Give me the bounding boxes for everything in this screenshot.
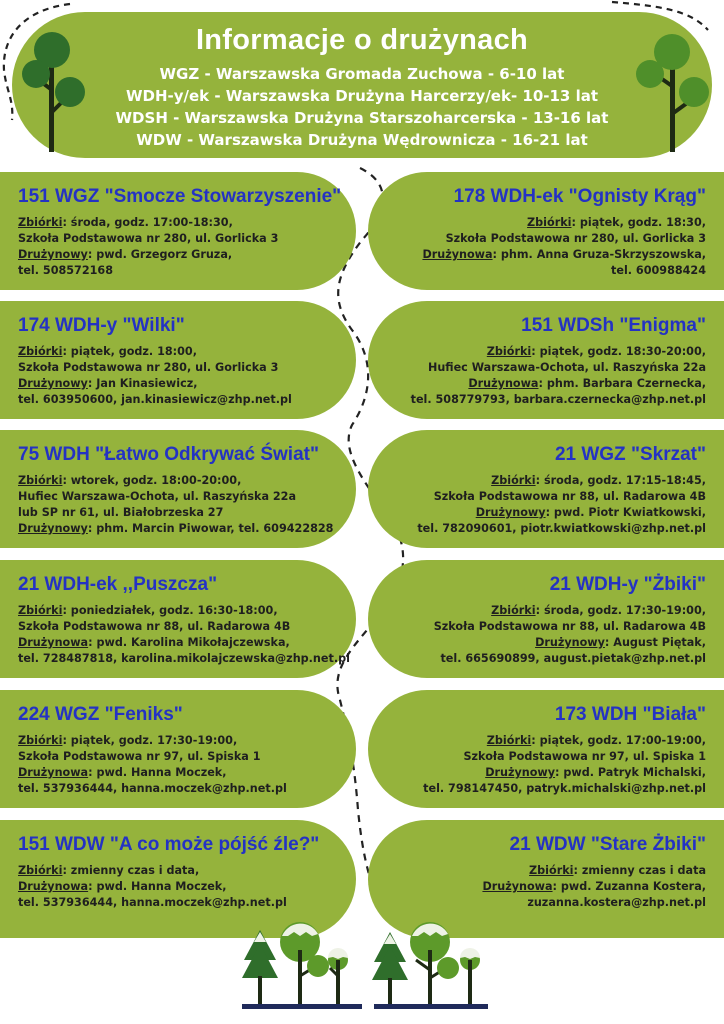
info-header bbox=[12, 12, 712, 158]
meeting-line: Zbiórki: piątek, godz. 18:30, bbox=[527, 216, 706, 229]
team-name: 21 WGZ "Skrzat" bbox=[554, 444, 706, 465]
legend-line-wdh: WDH-y/ek - Warszawska Drużyna Harcerzy/ek- 10-13 lat bbox=[125, 87, 599, 105]
team-name: 151 WDSh "Enigma" bbox=[521, 315, 706, 336]
team-name: 174 WDH-y "Wilki" bbox=[18, 315, 185, 336]
meeting-line: Zbiórki: wtorek, godz. 18:00-20:00, bbox=[18, 474, 242, 487]
team-card-151-wdsh bbox=[368, 301, 724, 419]
team-name: 224 WGZ "Feniks" bbox=[18, 704, 183, 725]
team-card-21-wdh-y bbox=[368, 560, 724, 678]
team-card-173-wdh bbox=[368, 690, 724, 808]
page-title: Informacje o drużynach bbox=[195, 24, 529, 56]
leader-line: Drużynowy: pwd. Patryk Michalski, bbox=[485, 766, 706, 779]
contact-line: tel. 508779793, barbara.czernecka@zhp.net.pl bbox=[410, 393, 706, 406]
team-name: 21 WDH-y "Żbiki" bbox=[549, 574, 706, 595]
leader-line: Drużynowy: pwd. Grzegorz Gruza, bbox=[18, 248, 233, 261]
legend-line-wgz: WGZ - Warszawska Gromada Zuchowa - 6-10 lat bbox=[159, 65, 565, 83]
meeting-line: Zbiórki: środa, godz. 17:30-19:00, bbox=[491, 604, 706, 617]
address-line: Szkoła Podstawowa nr 280, ul. Gorlicka 3 bbox=[18, 232, 279, 245]
leader-line: Drużynowa: phm. Barbara Czernecka, bbox=[468, 377, 706, 390]
address-line: Szkoła Podstawowa nr 88, ul. Radarowa 4B bbox=[18, 620, 291, 633]
team-card-151-wgz bbox=[0, 172, 356, 290]
leader-line: Drużynowy: phm. Marcin Piwowar, tel. 609422828 bbox=[18, 522, 334, 535]
leader-line: Drużynowy: pwd. Piotr Kwiatkowski, bbox=[475, 506, 706, 519]
leader-line: Drużynowa: pwd. Karolina Mikołajczewska, bbox=[18, 636, 290, 649]
address-line: Szkoła Podstawowa nr 97, ul. Spiska 1 bbox=[463, 750, 706, 763]
meeting-line: Zbiórki: piątek, godz. 17:00-19:00, bbox=[486, 734, 706, 747]
tree-icon-left bbox=[18, 30, 90, 154]
address-line: Szkoła Podstawowa nr 88, ul. Radarowa 4B bbox=[433, 620, 706, 633]
meeting-line: Zbiórki: piątek, godz. 18:00, bbox=[18, 345, 197, 358]
contact-line: tel. 537936444, hanna.moczek@zhp.net.pl bbox=[18, 782, 287, 795]
address-line: Szkoła Podstawowa nr 97, ul. Spiska 1 bbox=[18, 750, 261, 763]
address-line: Szkoła Podstawowa nr 88, ul. Radarowa 4B bbox=[433, 490, 706, 503]
legend-line-wdw: WDW - Warszawska Drużyna Wędrownicza - 16-21 lat bbox=[136, 131, 588, 149]
meeting-line: Zbiórki: zmienny czas i data bbox=[529, 864, 706, 877]
team-name: 173 WDH "Biała" bbox=[554, 704, 706, 725]
address-line: Hufiec Warszawa-Ochota, ul. Raszyńska 22a bbox=[18, 490, 297, 503]
meeting-line: Zbiórki: piątek, godz. 17:30-19:00, bbox=[18, 734, 238, 747]
address-line: Szkoła Podstawowa nr 280, ul. Gorlicka 3 bbox=[445, 232, 706, 245]
team-card-174-wdh-y bbox=[0, 301, 356, 419]
contact-line: zuzanna.kostera@zhp.net.pl bbox=[527, 896, 706, 909]
meeting-line: Zbiórki: środa, godz. 17:15-18:45, bbox=[491, 474, 706, 487]
leader-line: Drużynowy: August Piętak, bbox=[535, 636, 706, 649]
meeting-line: Zbiórki: zmienny czas i data, bbox=[18, 864, 200, 877]
address-line: Szkoła Podstawowa nr 280, ul. Gorlicka 3 bbox=[18, 361, 279, 374]
contact-line: tel. 508572168 bbox=[18, 264, 113, 277]
meeting-line: Zbiórki: poniedziałek, godz. 16:30-18:00, bbox=[18, 604, 278, 617]
contact-line: tel. 537936444, hanna.moczek@zhp.net.pl bbox=[18, 896, 287, 909]
tree-icon-right bbox=[632, 30, 712, 154]
leader-line: Drużynowa: pwd. Hanna Moczek, bbox=[18, 766, 227, 779]
contact-line: tel. 603950600, jan.kinasiewicz@zhp.net.pl bbox=[18, 393, 292, 406]
contact-line: tel. 782090601, piotr.kwiatkowski@zhp.net.pl bbox=[417, 522, 706, 535]
address-line: Hufiec Warszawa-Ochota, ul. Raszyńska 22a bbox=[427, 361, 706, 374]
contact-line: tel. 798147450, patryk.michalski@zhp.net.pl bbox=[423, 782, 706, 795]
address-alt-line: lub SP nr 61, ul. Białobrzeska 27 bbox=[18, 506, 224, 519]
legend-line-wdsh: WDSH - Warszawska Drużyna Starszoharcerska - 13-16 lat bbox=[115, 109, 609, 127]
contact-line: tel. 728487818, karolina.mikolajczewska@zhp.net.pl bbox=[18, 652, 350, 665]
leader-line: Drużynowa: pwd. Hanna Moczek, bbox=[18, 880, 227, 893]
team-card-21-wdh-ek bbox=[0, 560, 356, 678]
leader-line: Drużynowa: phm. Anna Gruza-Skrzyszowska, bbox=[422, 248, 706, 261]
contact-line: tel. 600988424 bbox=[611, 264, 706, 277]
leader-line: Drużynowy: Jan Kinasiewicz, bbox=[18, 377, 198, 390]
leader-line: Drużynowa: pwd. Zuzanna Kostera, bbox=[482, 880, 706, 893]
team-name: 21 WDW "Stare Żbiki" bbox=[509, 834, 706, 855]
team-name: 178 WDH-ek "Ognisty Krąg" bbox=[453, 186, 706, 207]
meeting-line: Zbiórki: piątek, godz. 18:30-20:00, bbox=[486, 345, 706, 358]
team-card-75-wdh bbox=[0, 430, 356, 548]
team-card-21-wgz bbox=[368, 430, 724, 548]
team-name: 151 WGZ "Smocze Stowarzyszenie" bbox=[18, 186, 342, 207]
team-card-178-wdh-ek bbox=[368, 172, 724, 290]
team-name: 75 WDH "Łatwo Odkrywać Świat" bbox=[18, 444, 319, 465]
team-name: 151 WDW "A co może pójść źle?" bbox=[18, 834, 320, 855]
team-name: 21 WDH-ek ,,Puszcza" bbox=[18, 574, 218, 595]
contact-line: tel. 665690899, august.pietak@zhp.net.pl bbox=[440, 652, 706, 665]
meeting-line: Zbiórki: środa, godz. 17:00-18:30, bbox=[18, 216, 233, 229]
team-card-224-wgz bbox=[0, 690, 356, 808]
forest-icon bbox=[240, 920, 490, 1012]
